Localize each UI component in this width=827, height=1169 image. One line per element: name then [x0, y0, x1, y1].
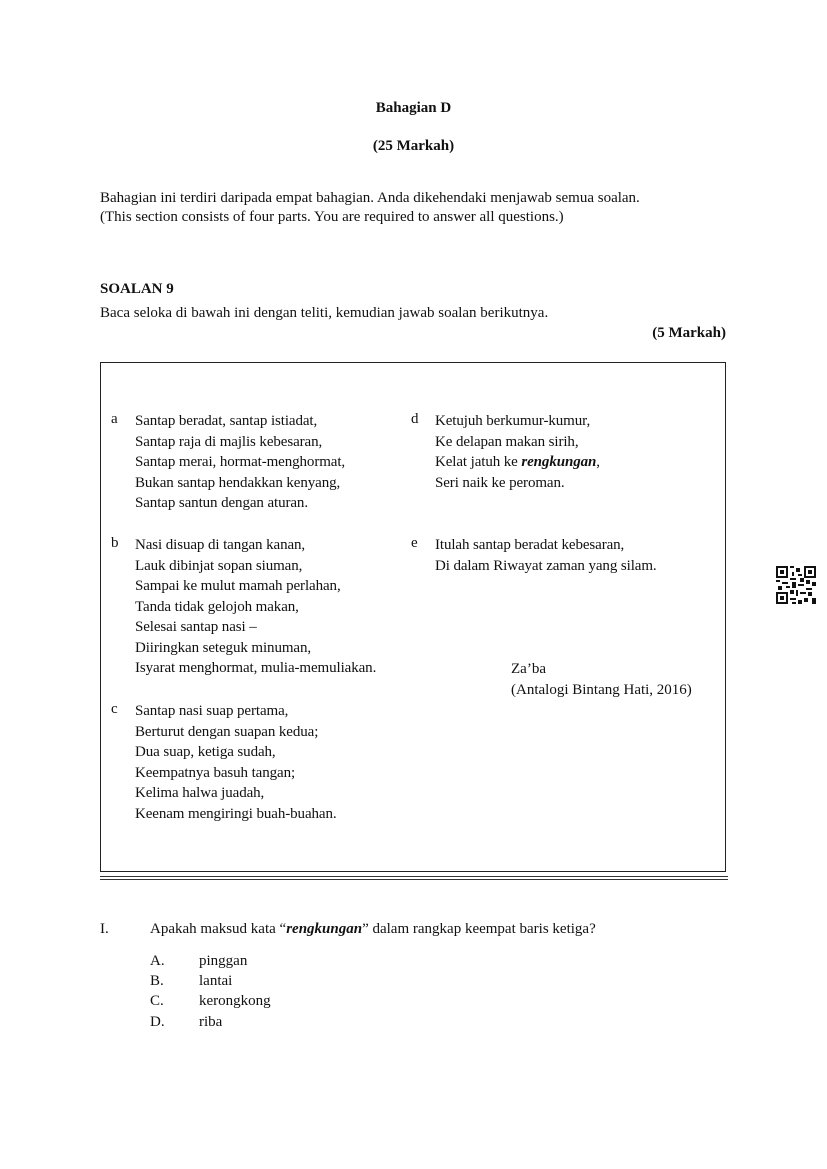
stanza-label: d [411, 411, 419, 427]
poem-line: Diiringkan seteguk minuman, [135, 639, 312, 656]
question-i-number: I. [100, 921, 109, 937]
poem-line: Isyarat menghormat, mulia-memuliakan. [135, 660, 377, 676]
poem-line: Santap merai, hormat-menghormat, [135, 454, 346, 470]
poem-box [100, 362, 726, 872]
stanza-label: c [111, 701, 118, 717]
poem-author: Za’ba [511, 661, 546, 677]
question-i-keyword: rengkungan [286, 921, 363, 937]
keyword-rengkungan: rengkungan [521, 454, 597, 470]
divider [100, 876, 728, 877]
poem-line: Nasi disuap di tangan kanan, [135, 537, 306, 553]
option-c-text[interactable]: kerongkong [199, 993, 271, 1009]
poem-line: Santap nasi suap pertama, [135, 703, 289, 719]
poem-source: (Antalogi Bintang Hati, 2016) [511, 682, 692, 698]
section-title: Bahagian D [375, 100, 452, 116]
poem-line: Santap beradat, santap istiadat, [135, 413, 318, 429]
question-instruction: Baca seloka di bawah ini dengan teliti, kemudian jawab soalan berikutnya. [100, 305, 549, 321]
option-a-letter: A. [150, 953, 165, 969]
poem-line: Dua suap, ketiga sudah, [135, 744, 276, 760]
question-title: SOALAN 9 [100, 281, 174, 297]
poem-line-text: Kelat jatuh ke [435, 454, 522, 470]
option-b-text[interactable]: lantai [199, 973, 233, 989]
poem-line: Keenam mengiringi buah-buahan. [135, 805, 337, 822]
poem-line: Santap raja di majlis kebesaran, [135, 433, 323, 450]
instructions-english: (This section consists of four parts. You are required to answer all questions.) [100, 209, 564, 225]
qr-code-icon [776, 566, 816, 604]
poem-line: Keempatnya basuh tangan; [135, 764, 296, 781]
stanza-label: b [111, 535, 119, 551]
poem-line: Santap santun dengan aturan. [135, 495, 308, 511]
divider [100, 879, 728, 880]
stanza-label: a [111, 411, 118, 427]
poem-line: Seri naik ke peroman. [435, 474, 565, 491]
poem-line [435, 452, 600, 473]
poem-line: Lauk dibinjat sopan siuman, [135, 557, 303, 574]
poem-line: Ketujuh berkumur-kumur, [435, 413, 591, 429]
question-marks: (5 Markah) [652, 325, 726, 341]
poem-line: Selesai santap nasi – [135, 619, 257, 635]
poem-line-text: , [596, 454, 600, 470]
question-i-text [150, 919, 596, 940]
poem-line: Itulah santap beradat kebesaran, [435, 537, 625, 553]
instructions-malay: Bahagian ini terdiri daripada empat bahagian. Anda dikehendaki menjawab semua soalan. [100, 190, 640, 206]
poem-line: Kelima halwa juadah, [135, 785, 265, 801]
poem-line: Ke delapan makan sirih, [435, 433, 579, 450]
question-i-text-start: Apakah maksud kata “ [150, 921, 287, 937]
option-c-letter: C. [150, 993, 164, 1009]
section-marks: (25 Markah) [372, 138, 455, 154]
poem-line: Berturut dengan suapan kedua; [135, 723, 319, 740]
option-a-text[interactable]: pinggan [199, 953, 248, 969]
stanza-label: e [411, 535, 418, 551]
option-b-letter: B. [150, 973, 164, 989]
option-d-text[interactable]: riba [199, 1014, 223, 1030]
poem-line: Di dalam Riwayat zaman yang silam. [435, 557, 657, 574]
poem-line: Sampai ke mulut mamah perlahan, [135, 578, 341, 594]
option-d-letter: D. [150, 1014, 165, 1030]
poem-line: Tanda tidak gelojoh makan, [135, 598, 299, 615]
question-i-text-end: ” dalam rangkap keempat baris ketiga? [362, 921, 596, 937]
poem-line: Bukan santap hendakkan kenyang, [135, 474, 341, 491]
